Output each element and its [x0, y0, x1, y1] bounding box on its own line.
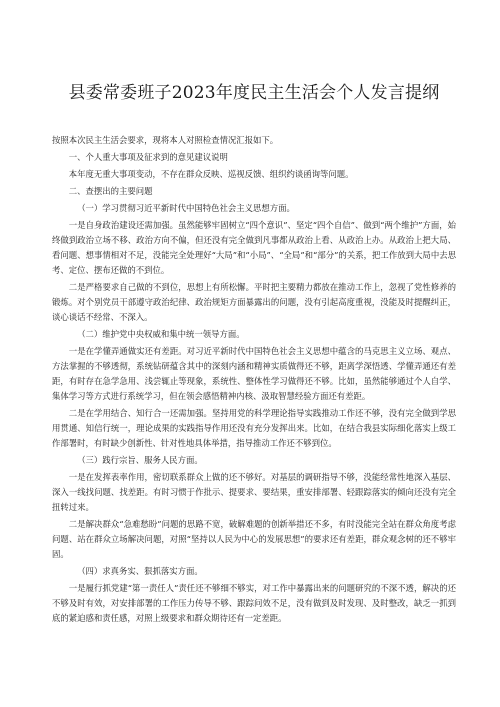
body-paragraph: 二是在学用结合、知行合一还需加强。坚持用党的科学理论指导实践推动工作还不够，没有完全做到学思用贯通、知信行统一，理论成果的实践指导作用还没有充分发挥出来。比如，在结合我县实际细化落实上级工作部署时，有时缺少创新性、针对性地具体举措，指导推动工作还不够到位。 [52, 408, 456, 448]
intro-paragraph: 按照本次民主生活会要求，现将本人对照检查情况汇报如下。 [52, 135, 279, 145]
subsection-heading-4: （四）求真务实、狠抓落实方面。 [77, 566, 203, 576]
body-paragraph: 本年度无重大事项变动，不存在群众反映、巡视反馈、组织约谈函询等问题。 [68, 169, 354, 179]
section-heading-1: 一、个人重大事项及征求到的意见建议说明 [68, 152, 228, 162]
body-paragraph: 一是履行抓党建“第一责任人”责任还不够细不够实，对工作中暴露出来的问题研究的不深不透，解决的还不够及时有效，对安排部署的工作压力传导不够、跟踪问效不足，没有做到及时发现、及时整改，缺乏一抓到底的紧迫感和责任感，对照上级要求和群众期待还有一定差距。 [52, 583, 456, 623]
document-title: 县委常委班子2023年度民主生活会个人发言提纲 [68, 83, 440, 103]
subsection-heading-3: （三）践行宗旨、服务人民方面。 [77, 455, 203, 465]
subsection-heading-2: （二）维护党中央权威和集中统一领导方面。 [77, 329, 245, 339]
body-paragraph: 二是解决群众“急难愁盼”问题的思路不宽，破解难题的创新举措还不多，有时没能完全站在群众角度考虑问题、站在群众立场解决问题，对照“坚持以人民为中心的发展思想”的要求还有差距，群众观念树的还不够牢固。 [52, 519, 456, 559]
subsection-heading-1: （一）学习贯彻习近平新时代中国特色社会主义思想方面。 [77, 203, 295, 213]
body-paragraph: 二是严格要求自己做的不到位，思想上有所松懈。平时把主要精力都放在推动工作上，忽视了党性修养的锻炼。对个别党员干部遵守政治纪律、政治规矩方面暴露出的问题，没有引起高度重视，没能及时提醒纠正，谈心谈话不经常、不深入。 [52, 282, 456, 322]
body-paragraph: 一是自身政治建设还需加强。虽然能够牢固树立“四个意识”、坚定“四个自信”、做到“两个维护”方面，始终做到政治立场不移、政治方向不偏，但还没有完全做到凡事都从政治上看、从政治上办。从政治上把大局、看问题、想事情相对不足，没能完全处理好“大局”和“小局”、“全局”和“部分”的关系，把工作放到大局中去思考、定位、摆布还做的不到位。 [52, 220, 456, 275]
section-heading-2: 二、查摆出的主要问题 [68, 186, 153, 196]
body-paragraph: 一是在发挥表率作用，密切联系群众上做的还不够好。对基层的调研指导不够，没能经常性地深入基层、深入一线找问题、找差距。有时习惯于作批示、提要求、要结果，重安排部署、轻跟踪落实的倾向还没有完全扭转过来。 [52, 472, 456, 512]
body-paragraph: 一是在学懂弄通做实还有差距。对习近平新时代中国特色社会主义思想中蕴含的马克思主义立场、观点、方法掌握的不够透彻，系统钻研蕴含其中的深刻内涵和精神实质做得还不够，距离学深悟透、学懂弄通还有差距，有时存在急学急用、浅尝辄止等现象，系统性、整体性学习做得还不够。比如，虽然能够通过个人自学、集体学习等方式进行系统学习，但在领会感悟精神内核、汲取智慧经验方面还有差距。 [52, 346, 456, 401]
